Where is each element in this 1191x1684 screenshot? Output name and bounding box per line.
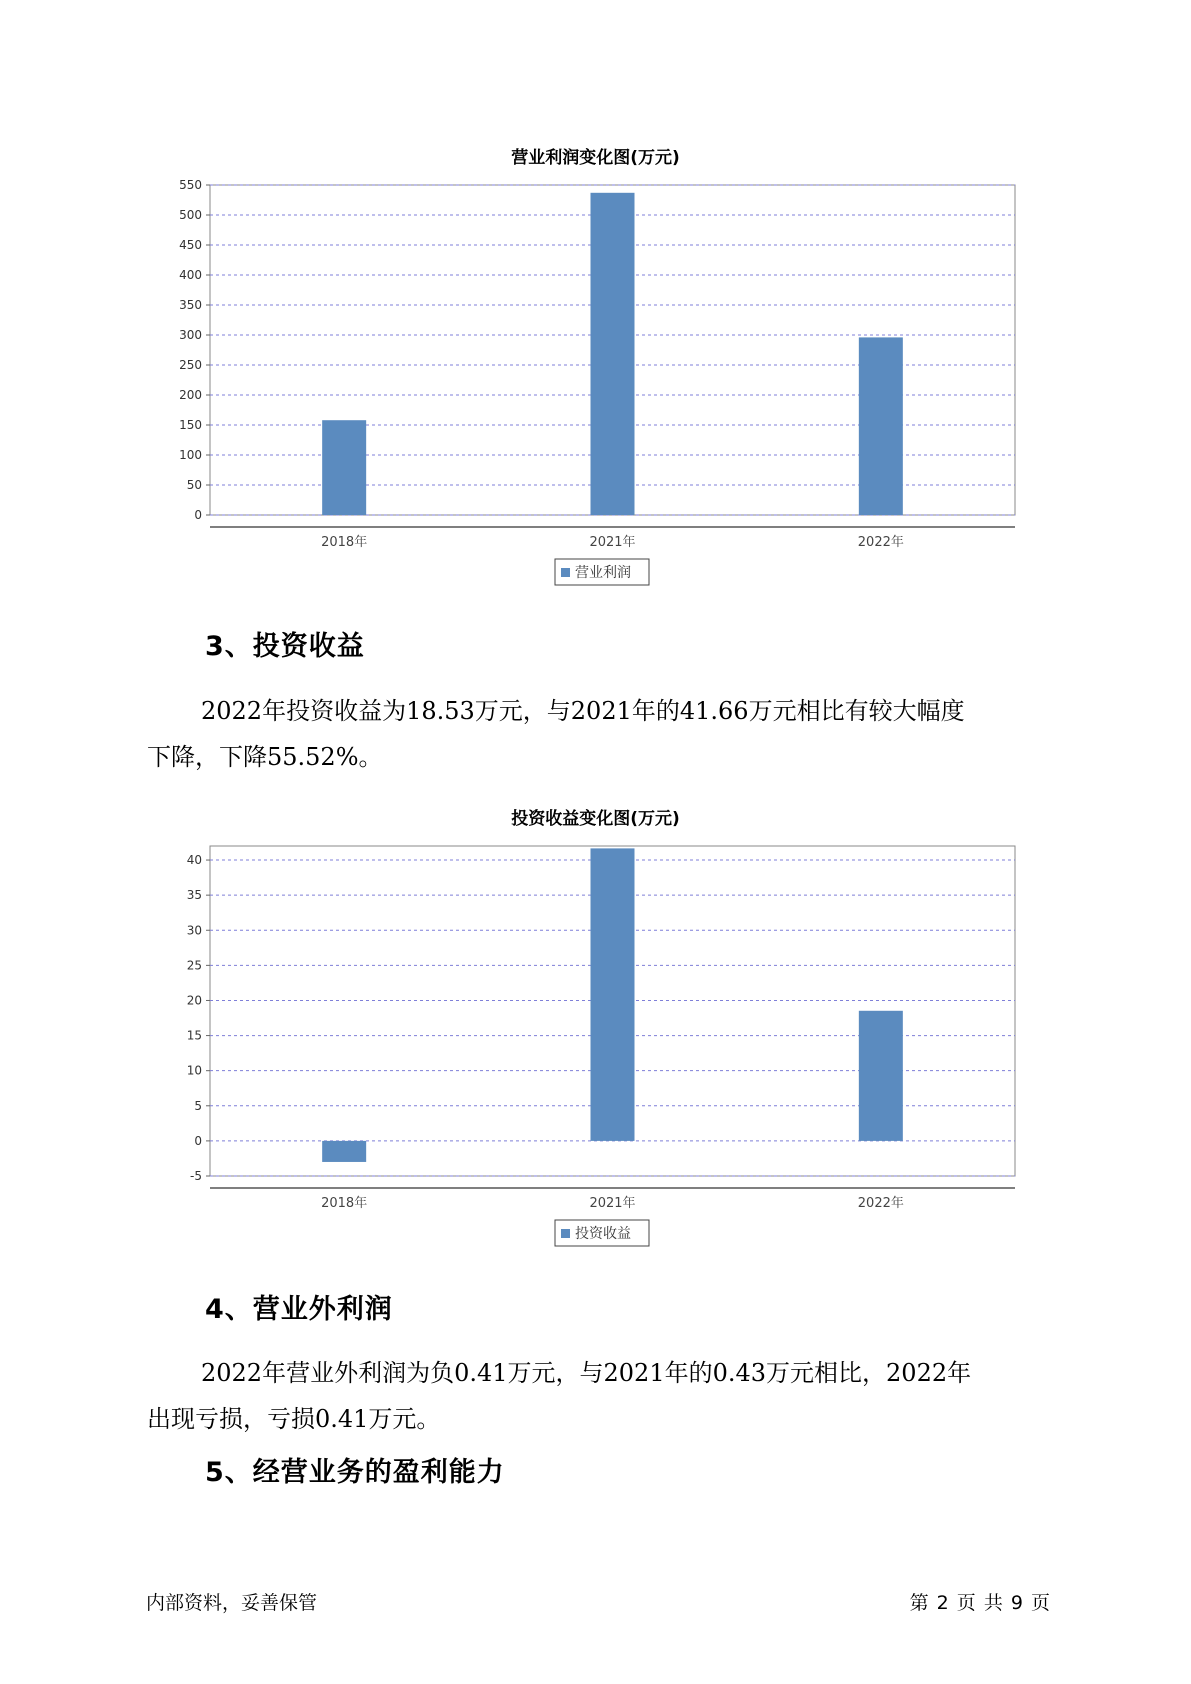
operating-profit-chart [0,175,1191,595]
section-3-paragraph [147,688,1047,780]
y-tick-label: 100 [179,448,202,462]
y-tick-label: 400 [179,268,202,282]
y-tick-label: 0 [194,1133,202,1148]
x-tick-label: 2018年 [321,535,368,550]
x-tick-label: 2022年 [857,535,904,550]
investment-income-chart [0,836,1191,1256]
bar-3 [859,337,903,515]
x-tick-label: 2021年 [589,535,636,550]
section-3-line-2: 下降，下降55.52%。 [147,743,383,771]
y-tick-label: 20 [186,993,202,1008]
section-5-heading: 5、经营业务的盈利能力 [205,1457,505,1488]
legend-label: 投资收益 [575,1226,631,1242]
x-tick-label: 2021年 [589,1196,636,1211]
y-tick-label: 450 [179,238,202,252]
y-tick-label: 35 [186,888,202,903]
bar-3 [859,1011,903,1141]
x-tick-label: 2022年 [857,1196,904,1211]
chart2-title: 投资收益变化图(万元) [511,809,680,829]
section-4-line-2: 出现亏损，亏损0.41万元。 [147,1405,441,1433]
y-tick-label: 40 [186,853,202,868]
y-tick-label: 200 [179,388,202,402]
chart1-title: 营业利润变化图(万元) [511,148,680,168]
y-tick-label: 30 [186,923,202,938]
footer-confidential: 内部资料，妥善保管 [146,1592,318,1614]
y-tick-label: 500 [179,208,202,222]
y-tick-label: 350 [179,298,202,312]
y-tick-label: 50 [186,478,202,492]
y-tick-label: 150 [179,418,202,432]
legend-swatch [561,1229,570,1238]
legend-swatch [561,568,570,577]
y-tick-label: 10 [186,1063,202,1078]
section-3-line-1: 2022年投资收益为18.53万元，与2021年的41.66万元相比有较大幅度 [201,697,965,725]
footer-page-number: 第 2 页 共 9 页 [909,1592,1051,1614]
section-3-heading: 3、投资收益 [205,631,365,662]
section-4-line-1: 2022年营业外利润为负0.41万元，与2021年的0.43万元相比，2022年 [201,1359,972,1387]
bar-2 [591,193,635,515]
bar-2 [591,848,635,1141]
y-tick-label: 250 [179,358,202,372]
section-4-paragraph [147,1350,1047,1442]
y-tick-label: 300 [179,328,202,342]
bar-1 [322,420,366,515]
legend-label: 营业利润 [575,565,631,581]
section-4-heading: 4、营业外利润 [205,1294,393,1325]
x-tick-label: 2018年 [321,1196,368,1211]
y-tick-label: 5 [194,1098,202,1113]
y-tick-label: 550 [179,178,202,192]
y-tick-label: 0 [194,508,202,522]
y-tick-label: 15 [186,1028,202,1043]
bar-1 [322,1141,366,1162]
y-tick-label: 25 [186,958,202,973]
y-tick-label: -5 [190,1169,202,1183]
